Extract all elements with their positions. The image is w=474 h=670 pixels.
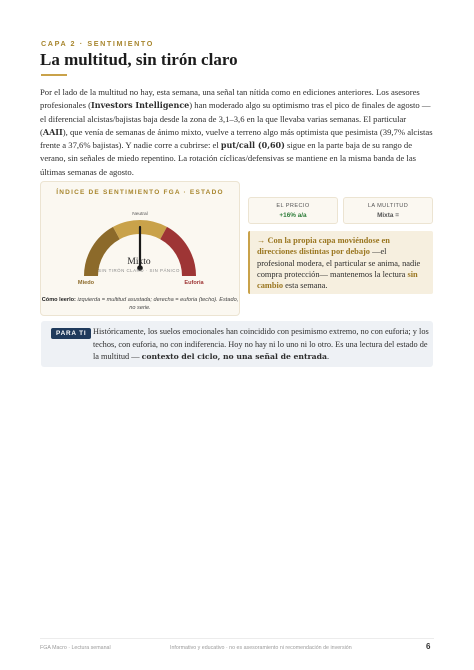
gauge-value-label: Mixto: [127, 257, 151, 267]
gauge-fear-label: Miedo: [77, 280, 95, 286]
footer-divider: [40, 638, 434, 639]
section-title: La multitud, sin tirón claro: [40, 50, 238, 69]
sentiment-gauge-card: [40, 181, 240, 316]
gauge-caption: Cómo leerlo: izquierda = multitud asustada; derecha = euforia (techo). Estado, no serie.: [41, 297, 239, 311]
page-number: 6: [426, 642, 431, 651]
stat-value: +16% a/a: [279, 212, 307, 219]
gauge-title: ÍNDICE DE SENTIMIENTO FGA · ESTADO: [56, 189, 224, 196]
title-rule: [41, 74, 67, 76]
footer-left: FGA Macro · Lectura semanal: [40, 645, 111, 651]
gauge-sub-label: SIN TIRÓN CLARO · SIN PÁNICO: [98, 268, 180, 273]
para-ti-tag: PARA TI: [51, 328, 91, 339]
para-ti-text: Históricamente, los suelos emocionales han coincidido con pesimismo extremo, no con euforia; y los techos, con euforia, no con indiferencia. Hoy no hay ni lo uno ni lo otro. Es una lectura del estado de la multitud — contexto del ciclo, no una señal de entrada.: [93, 327, 429, 361]
gauge-euphoria-label: Euforia: [184, 280, 204, 286]
stat-card-crowd: [343, 197, 433, 224]
stat-card-price: [248, 197, 338, 224]
gauge-neutral-label: Neutral: [132, 212, 148, 217]
reading-callout: → Con la propia capa moviéndose en direcciones distintas por debajo —el profesional modera, el particular se anima, nadie compra protección— mantenemos la lectura sin cambio esta semana.: [248, 231, 433, 294]
stat-value: Mixta =: [377, 212, 399, 219]
body-paragraph: Por el lado de la multitud no hay, esta semana, una señal tan nítida como en ediciones anteriores. Los asesores profesionales (Investors Intelligence) han moderado algo su optimismo tras el pico de finales de agosto — el diferencial alcistas/bajistas baja desde la zona de 3,1–3,6 en la que llevaba varias semanas. El particular (AAII), que venía de semanas de ánimo mixto, vuelve a terreno algo más optimista que pesimista (39,7% alcistas frente a 37,6% bajistas). Y nadie corre a cubrirse: el put/call (0,60) sigue en la parte baja de su rango de verano, sin señales de miedo repentino. La rotación cíclicas/defensivas se mantiene en la misma banda de las últimas semanas de agosto.: [40, 87, 433, 177]
section-kicker: CAPA 2 · SENTIMIENTO: [41, 39, 154, 48]
para-ti-box: [41, 321, 433, 367]
stat-label: EL PRECIO: [276, 203, 310, 209]
footer-disclaimer: Informativo y educativo · no es asesoramiento ni recomendación de inversión: [170, 645, 352, 651]
stat-label: LA MULTITUD: [367, 203, 409, 209]
